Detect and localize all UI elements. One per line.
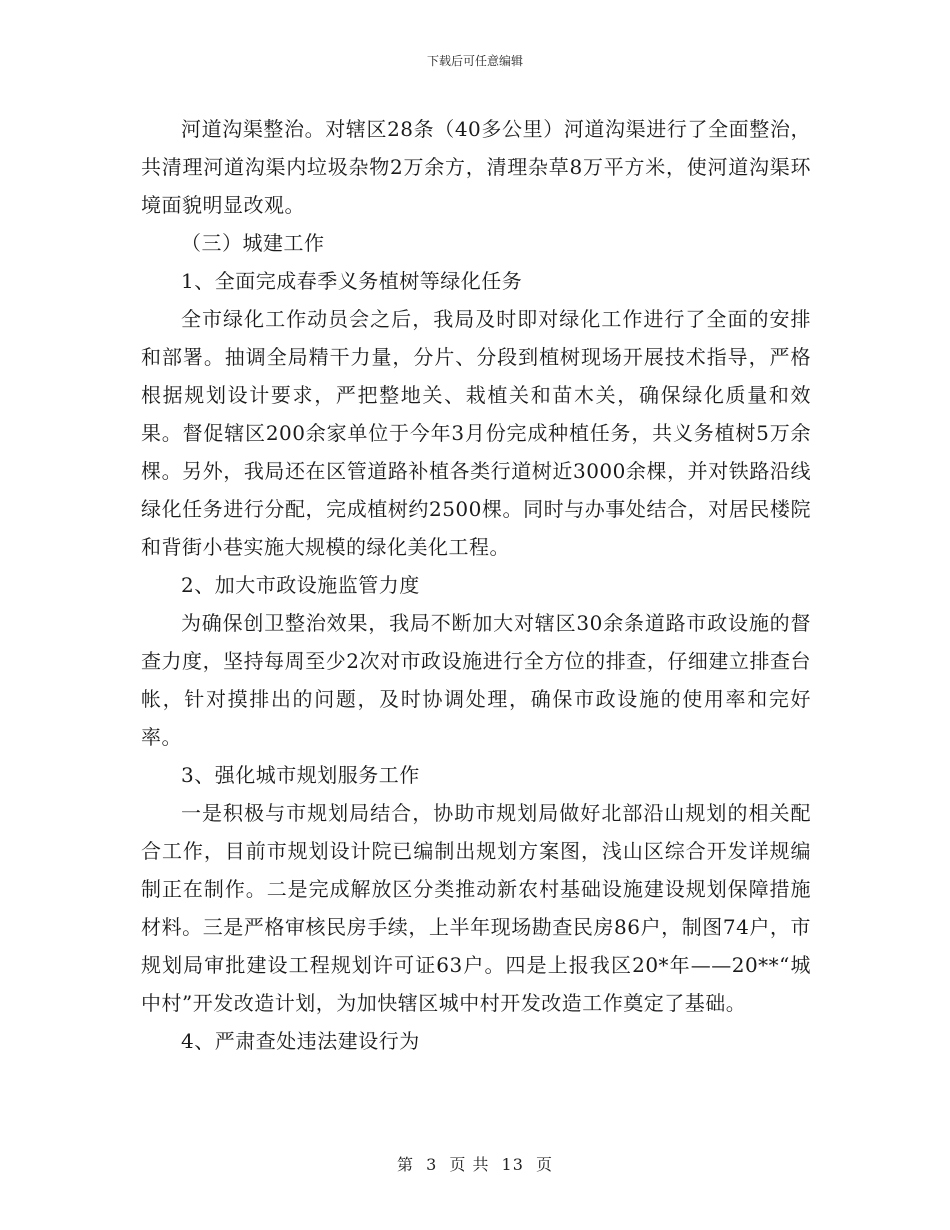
document-body [141, 110, 811, 1060]
subheading-municipal-supervision: 2、加大市政设施监管力度 [181, 573, 420, 597]
paragraph-river-channel: 河道沟渠整治。对辖区28条（40多公里）河道沟渠进行了全面整治，共清理河道沟渠内垃圾杂物2万余方，清理杂草8万平方米，使河道沟渠环境面貌明显改观。 [141, 117, 811, 217]
paragraph-urban-planning: 一是积极与市规划局结合，协助市规划局做好北部沿山规划的相关配合工作，目前市规划设计院已编制出规划方案图，浅山区综合开发详规编制正在制作。二是完成解放区分类推动新农村基础设施建设规划保障措施材料。三是严格审核民房手续，上半年现场勘查民房86户，制图74户，市规划局审批建设工程规划许可证63户。四是上报我区20*年——20**“城中村”开发改造计划，为加快辖区城中村开发改造工作奠定了基础。 [141, 801, 811, 1015]
section-heading-urban-construction: （三）城建工作 [181, 231, 325, 255]
page-number-footer [0, 1155, 950, 1175]
subheading-tree-planting: 1、全面完成春季义务植树等绿化任务 [181, 269, 523, 293]
page-header-note: 下载后可任意编辑 [426, 54, 523, 68]
footer-middle: 页 共 [449, 1155, 490, 1174]
footer-current-page: 3 [426, 1155, 438, 1174]
footer-suffix: 页 [536, 1155, 554, 1174]
footer-prefix: 第 [396, 1155, 414, 1174]
subheading-urban-planning: 3、强化城市规划服务工作 [181, 763, 420, 787]
paragraph-municipal-supervision: 为确保创卫整治效果，我局不断加大对辖区30余条道路市政设施的督查力度，坚持每周至少2次对市政设施进行全方位的排查，仔细建立排查台帐，针对摸排出的问题，及时协调处理，确保市政设施的使用率和完好率。 [141, 611, 811, 749]
paragraph-tree-planting: 全市绿化工作动员会之后，我局及时即对绿化工作进行了全面的安排和部署。抽调全局精干力量，分片、分段到植树现场开展技术指导，严格根据规划设计要求，严把整地关、栽植关和苗木关，确保绿化质量和效果。督促辖区200余家单位于今年3月份完成种植任务，共义务植树5万余棵。另外，我局还在区管道路补植各类行道树近3000余棵，并对铁路沿线绿化任务进行分配，完成植树约2500棵。同时与办事处结合，对居民楼院和背街小巷实施大规模的绿化美化工程。 [141, 307, 811, 559]
subheading-illegal-construction: 4、严肃查处违法建设行为 [181, 1029, 420, 1053]
footer-total-pages: 13 [501, 1155, 524, 1174]
